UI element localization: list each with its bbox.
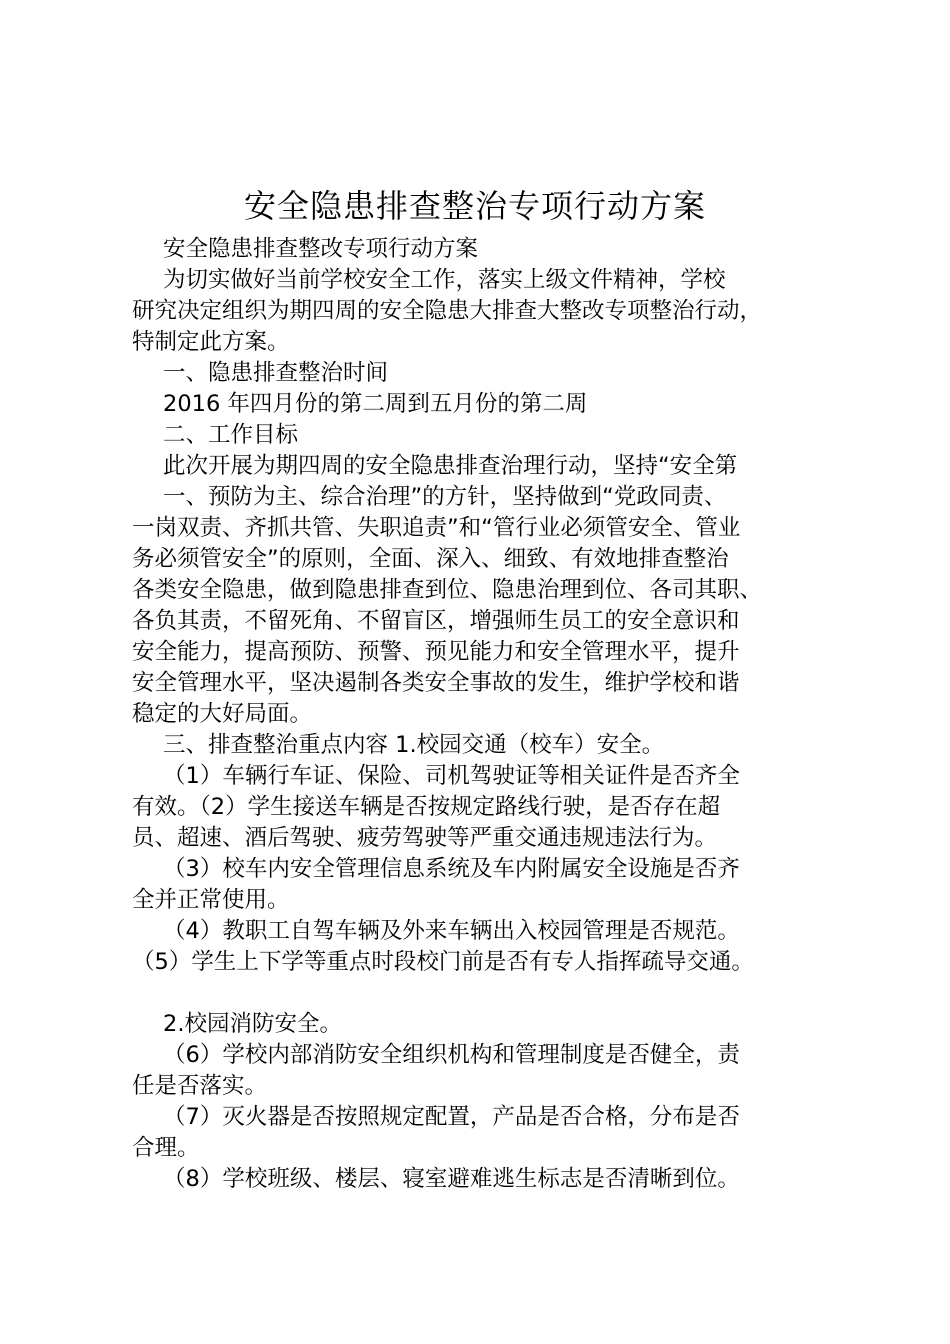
paragraph-line: 各负其责，不留死角、不留盲区，增强师生员工的安全意识和 [132,608,740,634]
paragraph-line: （7）灭火器是否按照规定配置，产品是否合格，分布是否 [163,1104,740,1130]
section-heading: 三、排查整治重点内容 1.校园交通（校车）安全。 [163,732,665,758]
paragraph-line: 安全能力，提高预防、预警、预见能力和安全管理水平，提升 [132,639,740,665]
page-title: 安全隐患排查整治专项行动方案 [243,187,706,225]
paragraph-line: （6）学校内部消防安全组织机构和管理制度是否健全，责 [163,1042,740,1068]
paragraph-line: 一岗双责、齐抓共管、失职追责”和“管行业必须管安全、管业 [132,515,741,541]
paragraph-line: 特制定此方案。 [132,329,290,355]
paragraph-line: 合理。 [132,1135,200,1161]
paragraph-line: 务必须管安全”的原则，全面、深入、细致、有效地排查整治 [132,546,729,572]
paragraph-line: 全并正常使用。 [132,887,290,913]
paragraph-line: 一、预防为主、综合治理”的方针，坚持做到“党政同责、 [163,484,727,510]
section-heading: 2.校园消防安全。 [163,1011,342,1037]
paragraph-line: （8）学校班级、楼层、寝室避难逃生标志是否清晰到位。 [163,1166,740,1192]
paragraph-line: 为切实做好当前学校安全工作，落实上级文件精神，学校 [163,267,726,293]
paragraph-line: （3）校车内安全管理信息系统及车内附属安全设施是否齐 [163,856,740,882]
paragraph-line: （4）教职工自驾车辆及外来车辆出入校园管理是否规范。 [163,918,740,944]
section-heading: 二、工作目标 [163,422,299,448]
paragraph-line: 稳定的大好局面。 [132,701,313,727]
paragraph-line: 2016 年四月份的第二周到五月份的第二周 [163,391,588,417]
paragraph-line: 有效。（2）学生接送车辆是否按规定路线行驶，是否存在超 [132,794,721,820]
paragraph-line: （5）学生上下学等重点时段校门前是否有专人指挥疏导交通。 [132,949,754,975]
paragraph-line: 安全管理水平，坚决遏制各类安全事故的发生，维护学校和谐 [132,670,740,696]
paragraph-line: 此次开展为期四周的安全隐患排查治理行动，坚持“安全第 [163,453,738,479]
section-heading: 一、隐患排查整治时间 [163,360,389,386]
paragraph-line: 安全隐患排查整改专项行动方案 [163,236,479,262]
paragraph-line: 研究决定组织为期四周的安全隐患大排查大整改专项整治行动， [132,298,763,324]
paragraph-line: 各类安全隐患，做到隐患排查到位、隐患治理到位、各司其职、 [132,577,763,603]
paragraph-line: 员、超速、酒后驾驶、疲劳驾驶等严重交通违规违法行为。 [132,825,718,851]
paragraph-line: （1）车辆行车证、保险、司机驾驶证等相关证件是否齐全 [163,763,740,789]
paragraph-line: 任是否落实。 [132,1073,268,1099]
